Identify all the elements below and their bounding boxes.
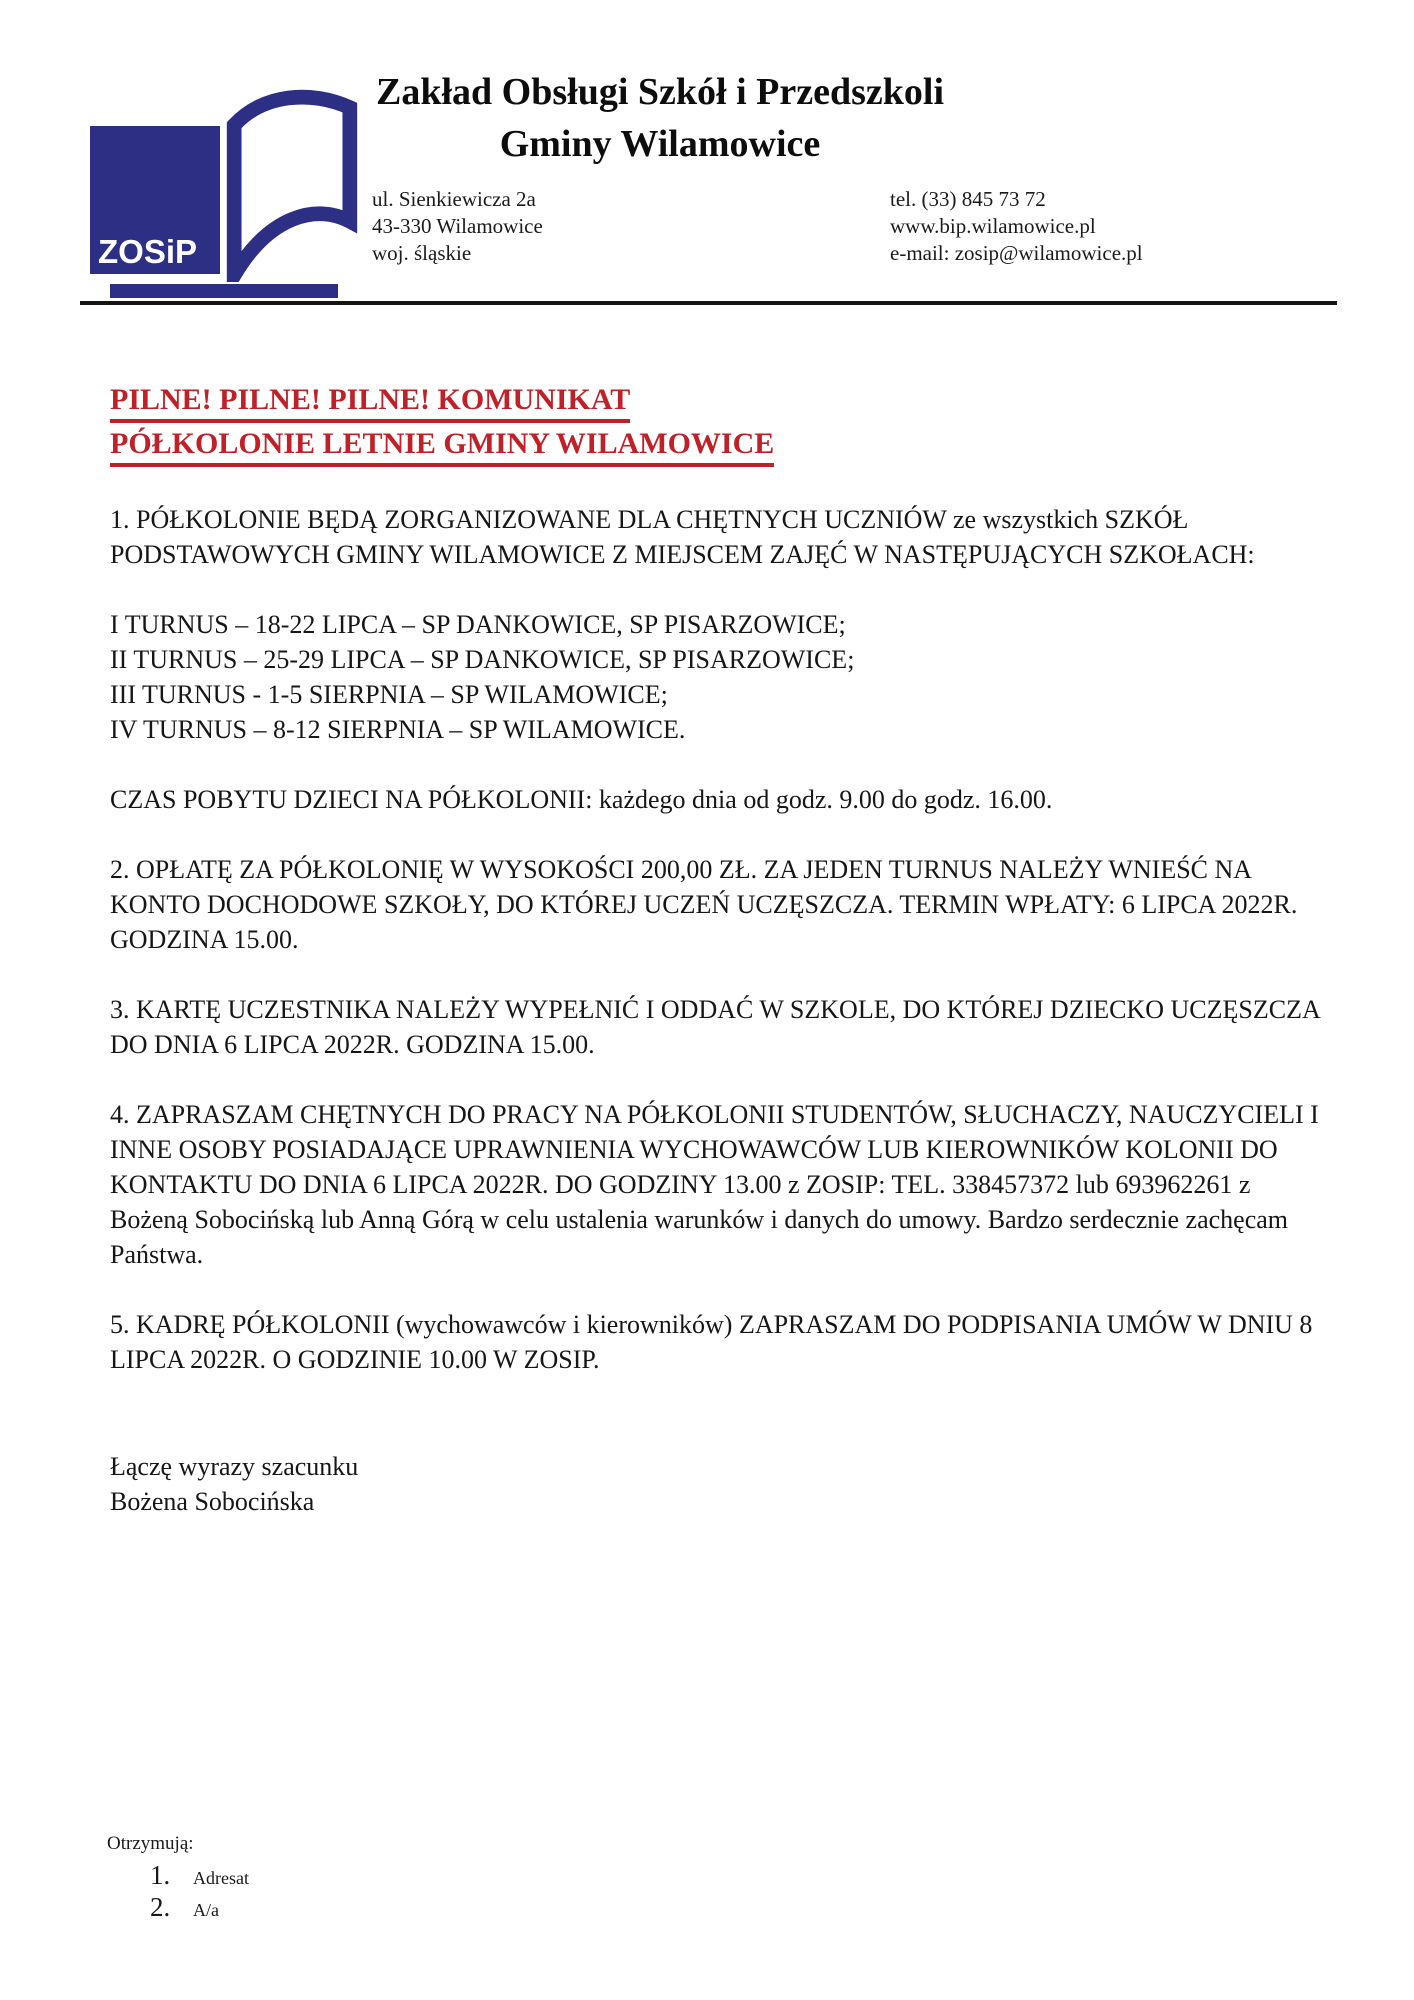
zosip-logo	[90, 126, 220, 274]
paragraph-4: 4. ZAPRASZAM CHĘTNYCH DO PRACY NA PÓŁKOLONII STUDENTÓW, SŁUCHACZY, NAUCZYCIELI I INNE OSOBY POSIADAJĄCE UPRAWNIENIA WYCHOWAWCÓW LUB KIEROWNIKÓW KOLONII DO KONTAKTU DO DNIA 6 LIPCA 2022R. DO GODZINY 13.00 z ZOSIP: TEL. 338457372 lub 693962261 z Bożeną Sobocińską lub Anną Górą w celu ustalenia warunków i danych do umowy. Bardzo serdecznie zachęcam Państwa.	[110, 1100, 1319, 1269]
turnus-line-3: III TURNUS - 1-5 SIERPNIA – SP WILAMOWICE;	[110, 680, 668, 709]
paragraph-5: 5. KADRĘ PÓŁKOLONII (wychowawców i kierowników) ZAPRASZAM DO PODPISANIA UMÓW W DNIU 8 LIPCA 2022R. O GODZINIE 10.00 W ZOSIP.	[110, 1310, 1313, 1374]
address-region: woj. śląskie	[372, 241, 472, 265]
distribution-item-1	[107, 1860, 249, 1888]
notice-heading-line2: PÓŁKOLONIE LETNIE GMINY WILAMOWICE	[110, 427, 774, 467]
paragraph-2: 2. OPŁATĘ ZA PÓŁKOLONIĘ W WYSOKOŚCI 200,00 ZŁ. ZA JEDEN TURNUS NALEŻY WNIEŚĆ NA KONTO DOCHODOWE SZKOŁY, DO KTÓREJ UCZEŃ UCZĘSZCZA. TERMIN WPŁATY: 6 LIPCA 2022R. GODZINA 15.00.	[110, 855, 1298, 954]
czas-pobytu-line: CZAS POBYTU DZIECI NA PÓŁKOLONII: każdego dnia od godz. 9.00 do godz. 16.00.	[110, 785, 1053, 814]
header-divider-rule	[80, 301, 1337, 305]
paragraph-1: 1. PÓŁKOLONIE BĘDĄ ZORGANIZOWANE DLA CHĘTNYCH UCZNIÓW ze wszystkich SZKÓŁ PODSTAWOWYCH GMINY WILAMOWICE Z MIEJSCEM ZAJĘĆ W NASTĘPUJĄCYCH SZKOŁACH:	[110, 505, 1255, 569]
logo-underline-bar	[110, 284, 338, 298]
distribution-label: Otrzymują:	[107, 1833, 194, 1854]
turnus-line-2: II TURNUS – 25-29 LIPCA – SP DANKOWICE, SP PISARZOWICE;	[110, 645, 855, 674]
contact-website: www.bip.wilamowice.pl	[890, 214, 1096, 238]
distribution-item-2-number: 2.	[150, 1892, 171, 1922]
paragraph-3: 3. KARTĘ UCZESTNIKA NALEŻY WYPEŁNIĆ I ODDAĆ W SZKOLE, DO KTÓREJ DZIECKO UCZĘSZCZA DO DNIA 6 LIPCA 2022R. GODZINA 15.00.	[110, 995, 1320, 1059]
notice-body	[110, 383, 1330, 1519]
contact-phone: tel. (33) 845 73 72	[890, 187, 1046, 211]
turnus-list	[110, 607, 1330, 747]
distribution-footer	[107, 1832, 249, 1920]
address-street: ul. Sienkiewicza 2a	[372, 187, 536, 211]
contact-block	[890, 186, 1143, 267]
distribution-item-1-number: 1.	[150, 1860, 171, 1890]
closing-signature: Bożena Sobocińska	[110, 1487, 315, 1516]
organization-title-line1: Zakład Obsługi Szkół i Przedszkoli	[376, 71, 944, 113]
distribution-item-1-label: Adresat	[193, 1868, 249, 1888]
closing-block	[110, 1449, 1330, 1519]
open-book-icon	[218, 86, 366, 282]
notice-heading-line1: PILNE! PILNE! PILNE! KOMUNIKAT	[110, 383, 630, 423]
organization-title-line2: Gminy Wilamowice	[499, 123, 821, 165]
notice-heading	[110, 383, 1330, 467]
contact-email: e-mail: zosip@wilamowice.pl	[890, 241, 1143, 265]
zosip-logo-text: ZOSiP	[98, 233, 198, 270]
distribution-item-2	[107, 1892, 249, 1920]
turnus-line-4: IV TURNUS – 8-12 SIERPNIA – SP WILAMOWICE.	[110, 715, 686, 744]
organization-title	[360, 66, 960, 170]
distribution-item-2-label: A/a	[193, 1900, 219, 1920]
address-block	[372, 186, 543, 267]
turnus-line-1: I TURNUS – 18-22 LIPCA – SP DANKOWICE, SP PISARZOWICE;	[110, 610, 846, 639]
address-city: 43-330 Wilamowice	[372, 214, 543, 238]
closing-salutation: Łączę wyrazy szacunku	[110, 1452, 359, 1481]
